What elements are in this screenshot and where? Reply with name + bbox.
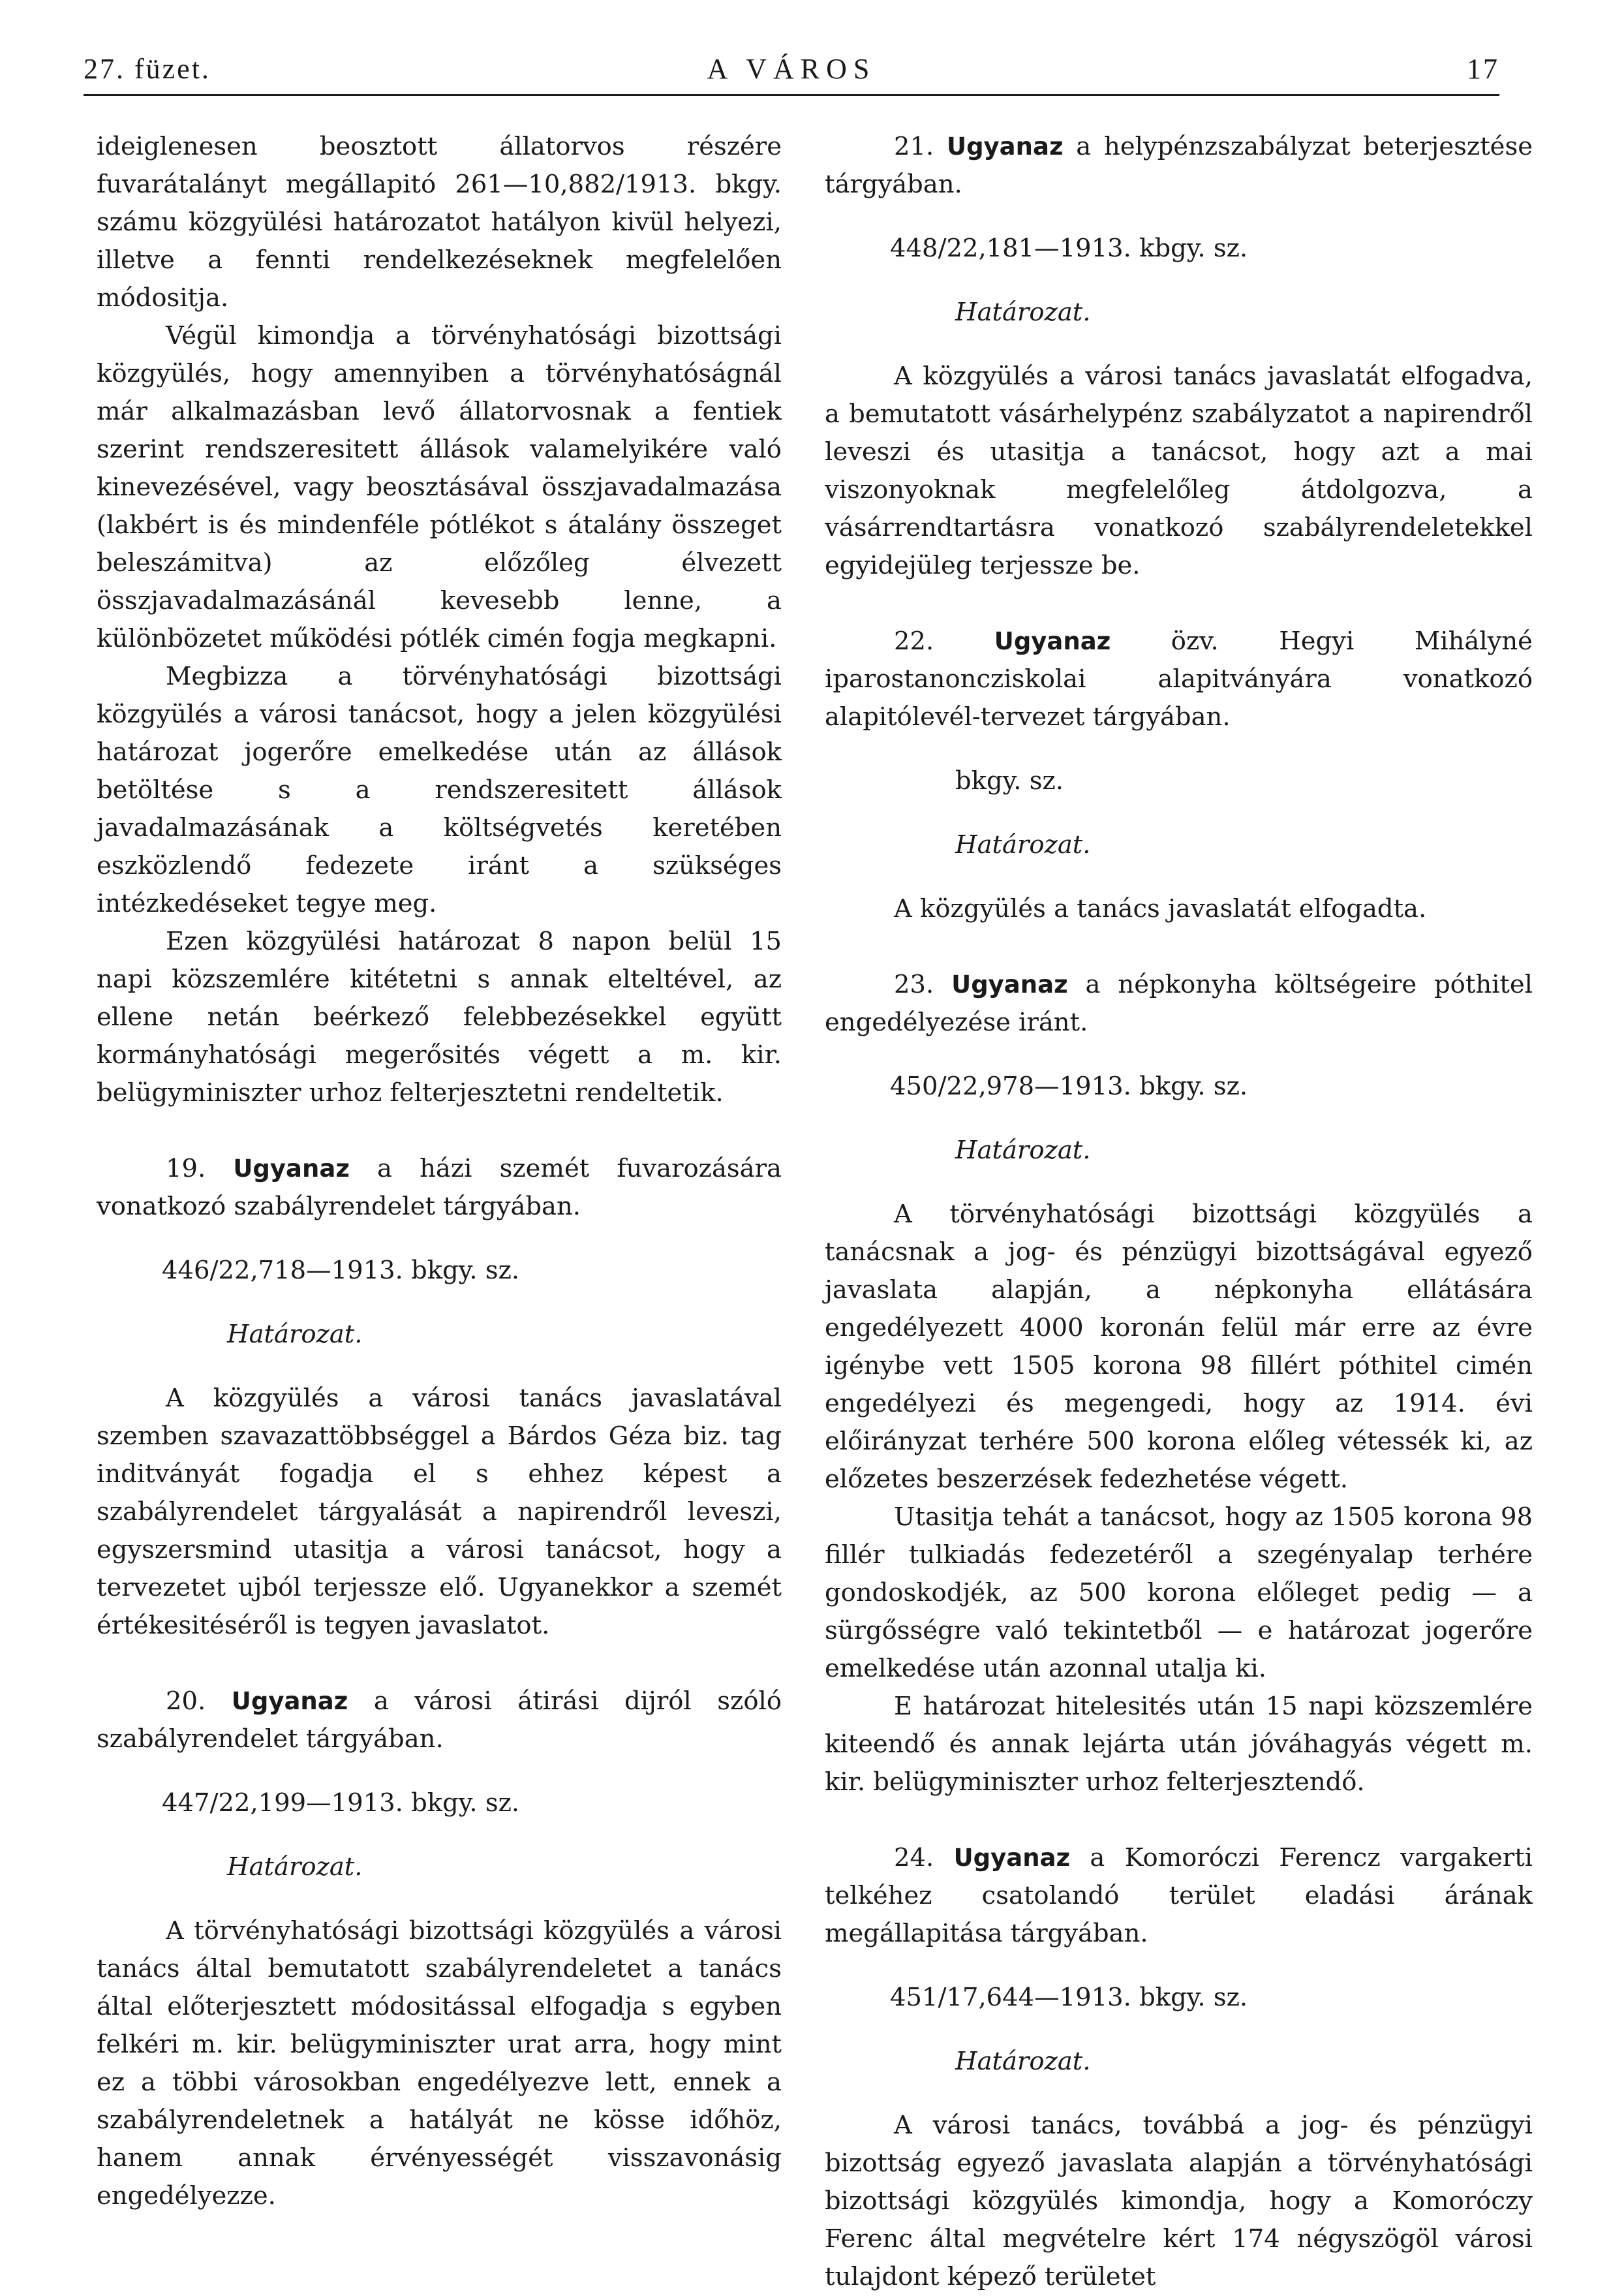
reference-number: 451/17,644—1913. bkgy. sz. bbox=[890, 1983, 1248, 2012]
page-number: 17 bbox=[1467, 53, 1499, 85]
item-heading bbox=[825, 966, 1533, 1042]
agenda-item-23 bbox=[825, 966, 1533, 1801]
paragraph: Végül kimondja a törvényhatósági bizottsági közgyülés, hogy amennyiben a törvényhatóságnál már alkalmazásban levő állatorvosnak a fentiek szerint rendszeresitett állások valamelyikére való kinevezésével, vagy beosztásával összjavadalmazása (lakbért is és mindenféle pótlékot s átalány összeget beleszámitva) az előzőleg élvezett összjavadalmazásánál kevesebb lenne, a különbözetet működési pótlék cimén fogja megkapni. bbox=[97, 321, 782, 653]
agenda-item-22 bbox=[825, 623, 1533, 928]
journal-title: A VÁROS bbox=[707, 53, 876, 85]
running-header bbox=[84, 47, 1499, 96]
item-title: a házi szemét fuvarozására vonatkozó szabályrendelet tárgyában. bbox=[97, 1154, 782, 1221]
resolution-text: A közgyülés a városi tanács javaslatát elfogadva, a bemutatott vásárhelypénz szabályzatot a napirendről leveszi és utasitja a tanácsot, hogy azt a mai viszonyoknak megfelelőleg átdolgozva, a vásárrendtartásra vonatkozó szabályrendeletekkel egyidejüleg terjessze be. bbox=[825, 362, 1533, 580]
item-keyword: Ugyanaz bbox=[231, 1687, 348, 1715]
resolution-text: A törvényhatósági bizottsági közgyülés a tanácsnak a jog- és pénzügyi bizottságával egyező javaslata alapján, a népkonyha ellátására engedélyezett 4000 koronán felül már erre az évre igénybe vett 1505 korona 98 fillért póthitel cimén engedélyezi és megengedi, hogy az 1914. évi előirányzat terhére 500 korona előleg vétessék ki, az előzetes beszerzések fedezhetése végett. bbox=[825, 1200, 1533, 1494]
agenda-item-21 bbox=[825, 128, 1533, 585]
resolution-text: E határozat hitelesités után 15 napi közszemlére kiteendő és annak lejárta után jóváhagyás végett m. kir. belügyminiszter urhoz felterjesztendő. bbox=[825, 1692, 1533, 1797]
item-title: a Komoróczi Ferencz vargakerti telkéhez csatolandó terület eladási árának megállapitása tárgyában. bbox=[825, 1843, 1533, 1948]
continued-paragraph: ideiglenesen beosztott állatorvos részére fuvarátalányt megállapitó 261—10,882/1913. bkgy. számu közgyülési határozatot hatályon kivül helyezi, illetve a fennti rendelkezéseknek megfelelően módositja. bbox=[97, 132, 782, 313]
item-title: a városi átirási dijról szóló szabályrendelet tárgyában. bbox=[97, 1686, 782, 1754]
item-title: a helypénzszabályzat beterjesztése tárgyában. bbox=[825, 132, 1533, 199]
resolution-text: A törvényhatósági bizottsági közgyülés a városi tanács által bemutatott szabályrendeletet a tanács által előterjesztett módositással elfogadja s egyben felkéri m. kir. belügyminiszter urat arra, hogy mint ez a többi városokban engedélyezve lett, ennek a szabályrendeletnek a hatályát ne kösse időhöz, hanem annak érvényességét visszavonásig engedélyezze. bbox=[97, 1916, 782, 2211]
resolution-heading: Határozat. bbox=[955, 830, 1091, 860]
resolution-heading: Határozat. bbox=[955, 298, 1091, 327]
right-column bbox=[825, 128, 1533, 2296]
item-title: özv. Hegyi Mihályné iparostanoncziskolai alapitványára vonatkozó alapitólevél-tervezet tárgyában. bbox=[825, 627, 1533, 732]
item-number: 20. bbox=[166, 1686, 206, 1716]
reference-number: 446/22,718—1913. bkgy. sz. bbox=[162, 1256, 520, 1285]
agenda-item-24 bbox=[825, 1839, 1533, 2296]
item-number: 19. bbox=[166, 1154, 206, 1183]
item-number: 21. bbox=[894, 132, 934, 161]
resolution-text: A közgyülés a városi tanács javaslatával szemben szavazattöbbséggel a Bárdos Géza biz. tag inditványát fogadja el s ehhez képest a szabályrendelet tárgyalását a napirendről leveszi, egyszersmind utasitja a városi tanácsot, hogy a tervezetet ujból terjessze elő. Ugyanekkor a szemét értékesitéséről is tegyen javaslatot. bbox=[97, 1384, 782, 1640]
item-heading bbox=[97, 1150, 782, 1226]
resolution-text: A közgyülés a tanács javaslatát elfogadta. bbox=[894, 894, 1427, 923]
reference-number: 450/22,978—1913. bkgy. sz. bbox=[890, 1072, 1248, 1101]
resolution-heading: Határozat. bbox=[227, 1852, 363, 1882]
reference-number: 447/22,199—1913. bkgy. sz. bbox=[162, 1788, 520, 1818]
item-keyword: Ugyanaz bbox=[951, 970, 1068, 999]
resolution-text: A városi tanács, továbbá a jog- és pénzügyi bizottság egyező javaslata alapján a törvényhatósági bizottsági közgyülés kimondja, hogy a Komoróczy Ferenc által megvételre kért 174 négyszögöl városi tulajdont képező területet bbox=[825, 2111, 1533, 2291]
item-number: 24. bbox=[894, 1843, 934, 1872]
item-keyword: Ugyanaz bbox=[947, 132, 1064, 161]
paragraph: Megbizza a törvényhatósági bizottsági közgyülés a városi tanácsot, hogy a jelen közgyülési határozat jogerőre emelkedése után az állások betöltése s a rendszeresitett állások javadalmazásának a költségvetés keretében eszközlendő fedezete iránt a szükséges intézkedéseket tegye meg. bbox=[97, 662, 782, 918]
item-heading bbox=[825, 623, 1533, 736]
item-heading bbox=[825, 128, 1533, 204]
resolution-heading: Határozat. bbox=[955, 1136, 1091, 1165]
issue-number: 27. füzet. bbox=[84, 53, 211, 85]
item-keyword: Ugyanaz bbox=[233, 1155, 350, 1183]
resolution-text: Utasitja tehát a tanácsot, hogy az 1505 korona 98 fillér tulkiadás fedezetéről a szegényalap terhére gondoskodjék, az 500 korona előleget pedig — a sürgősségre való tekintetből — e határozat jogerőre emelkedése után azonnal utalja ki. bbox=[825, 1502, 1533, 1683]
item-number: 22. bbox=[894, 627, 934, 656]
left-column bbox=[97, 128, 782, 2215]
reference-number: 448/22,181—1913. kbgy. sz. bbox=[890, 234, 1248, 263]
item-heading bbox=[825, 1839, 1533, 1953]
item-keyword: Ugyanaz bbox=[953, 1844, 1071, 1872]
agenda-item-20 bbox=[97, 1683, 782, 2215]
item-title: a népkonyha költségeire póthitel engedélyezése iránt. bbox=[825, 970, 1533, 1037]
item-number: 23. bbox=[894, 970, 934, 999]
resolution-heading: Határozat. bbox=[955, 2047, 1091, 2076]
item-keyword: Ugyanaz bbox=[994, 627, 1111, 655]
item-heading bbox=[97, 1683, 782, 1758]
reference-number: bkgy. sz. bbox=[955, 766, 1064, 796]
paragraph: Ezen közgyülési határozat 8 napon belül 15 napi közszemlére kitétetni s annak elteltével, az ellene netán beérkező felebbezésekkel együtt kormányhatósági megerősités végett a m. kir. belügyminiszter urhoz felterjesztetni rendeltetik. bbox=[97, 927, 782, 1108]
agenda-item-19 bbox=[97, 1150, 782, 1645]
resolution-heading: Határozat. bbox=[227, 1320, 363, 1349]
